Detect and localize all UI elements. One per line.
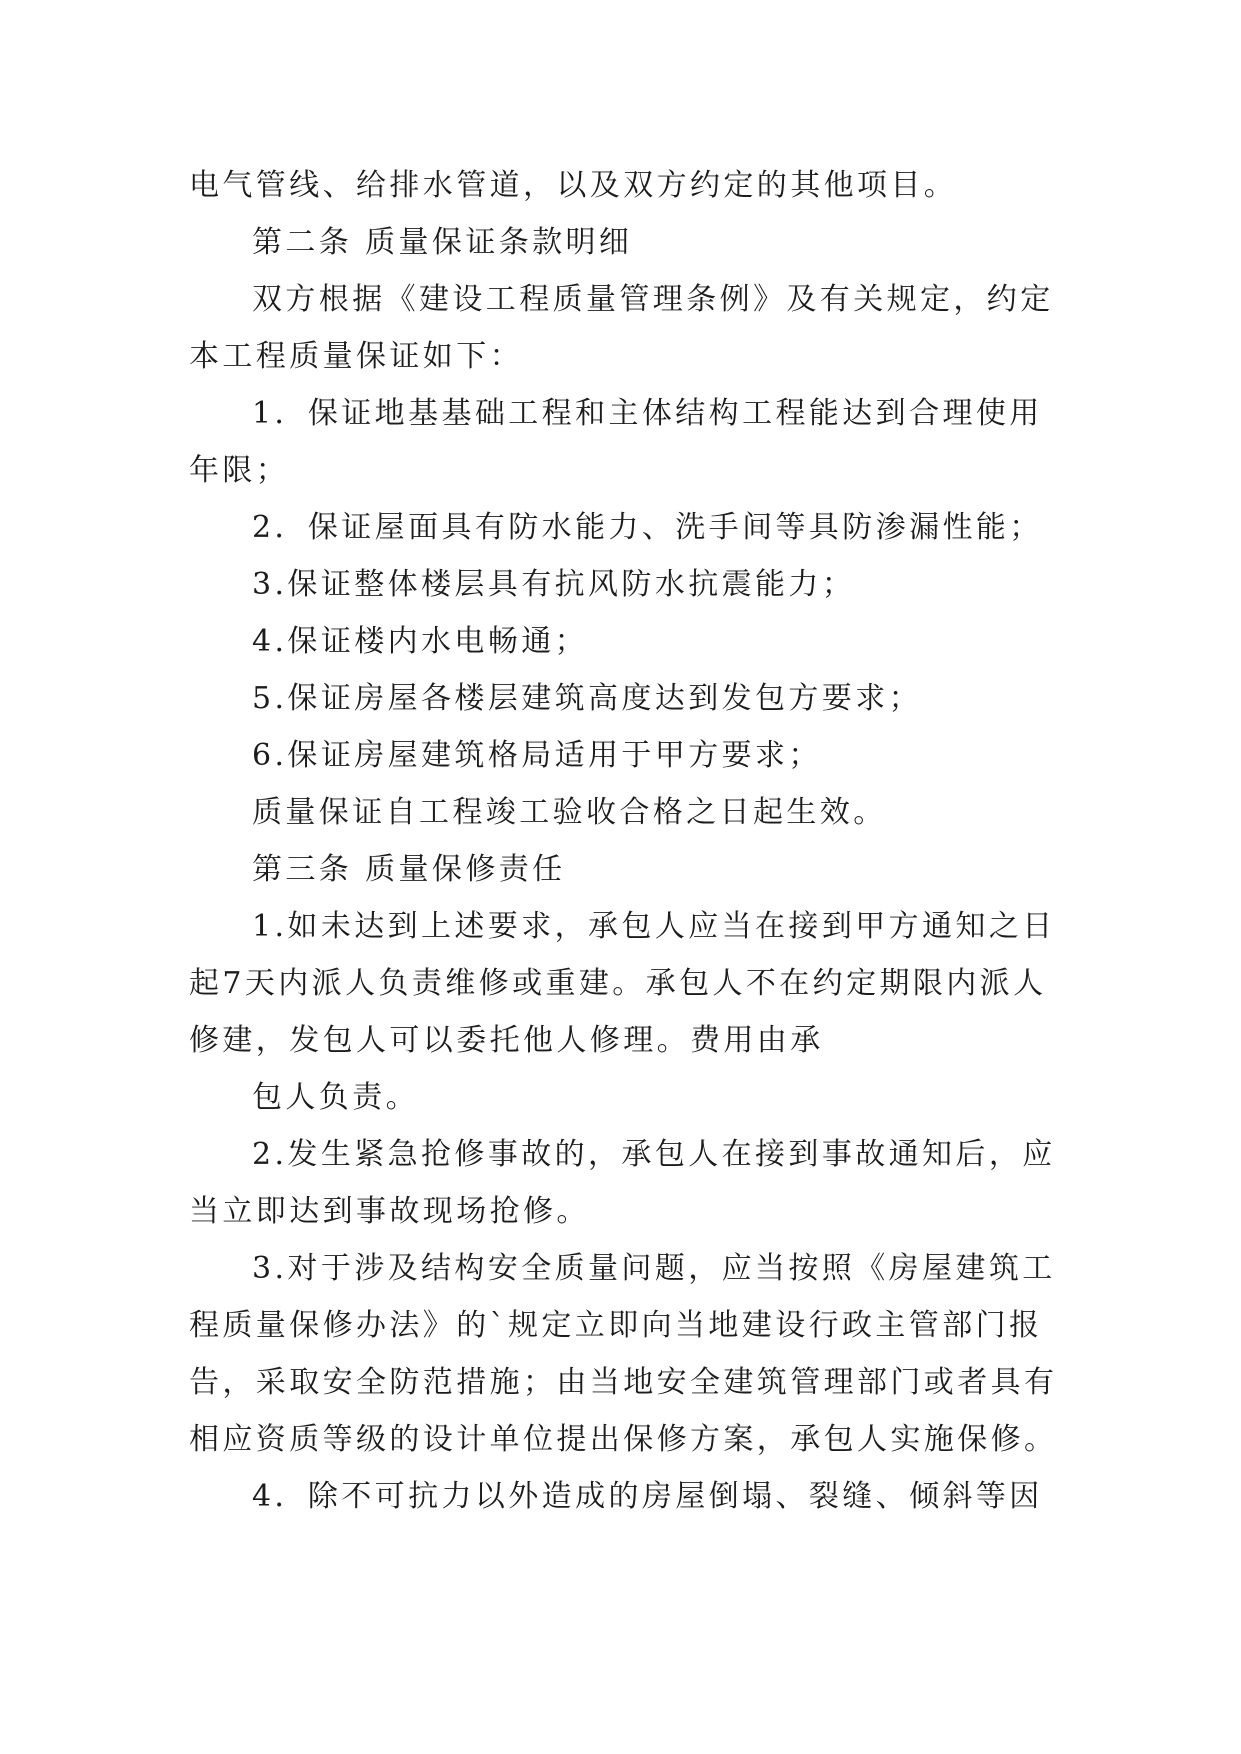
list-item: 1．保证地基基础工程和主体结构工程能达到合理使用: [252, 396, 1043, 431]
text-line: 双方根据《建设工程质量管理条例》及有关规定，约定: [252, 282, 1054, 317]
text-line: 年限；: [189, 453, 290, 488]
list-item: 2.发生紧急抢修事故的，承包人在接到事故通知后，应: [252, 1137, 1056, 1172]
list-item: 6.保证房屋建筑格局适用于甲方要求；: [252, 738, 822, 773]
section-heading: 第三条 质量保修责任: [252, 852, 566, 887]
list-item: 5.保证房屋各楼层建筑高度达到发包方要求；: [252, 681, 923, 716]
list-item: 4.保证楼内水电畅通；: [252, 624, 589, 659]
list-item: 1.如未达到上述要求，承包人应当在接到甲方通知之日: [252, 909, 1056, 944]
text-line: 当立即达到事故现场抢修。: [189, 1194, 590, 1229]
text-line: 修建，发包人可以委托他人修理。费用由承: [189, 1023, 824, 1058]
list-item: 2．保证屋面具有防水能力、洗手间等具防渗漏性能；: [252, 510, 1043, 545]
list-item: 3.保证整体楼层具有抗风防水抗震能力；: [252, 567, 856, 602]
text-line: 电气管线、给排水管道，以及双方约定的其他项目。: [189, 168, 958, 203]
text-line: 起7天内派人负责维修或重建。承包人不在约定期限内派人: [189, 966, 1047, 1001]
text-line: 包人负责。: [252, 1080, 419, 1115]
text-line: 质量保证自工程竣工验收合格之日起生效。: [252, 795, 887, 830]
list-item: 3.对于涉及结构安全质量问题，应当按照《房屋建筑工: [252, 1251, 1056, 1286]
text-line: 相应资质等级的设计单位提出保修方案，承包人实施保修。: [189, 1422, 1058, 1457]
text-line: 本工程质量保证如下：: [189, 339, 523, 374]
section-heading: 第二条 质量保证条款明细: [252, 225, 633, 260]
text-line: 告，采取安全防范措施；由当地安全建筑管理部门或者具有: [189, 1365, 1058, 1400]
text-line: 程质量保修办法》的`规定立即向当地建设行政主管部门报: [189, 1308, 1043, 1343]
list-item: 4．除不可抗力以外造成的房屋倒塌、裂缝、倾斜等因: [252, 1479, 1043, 1514]
